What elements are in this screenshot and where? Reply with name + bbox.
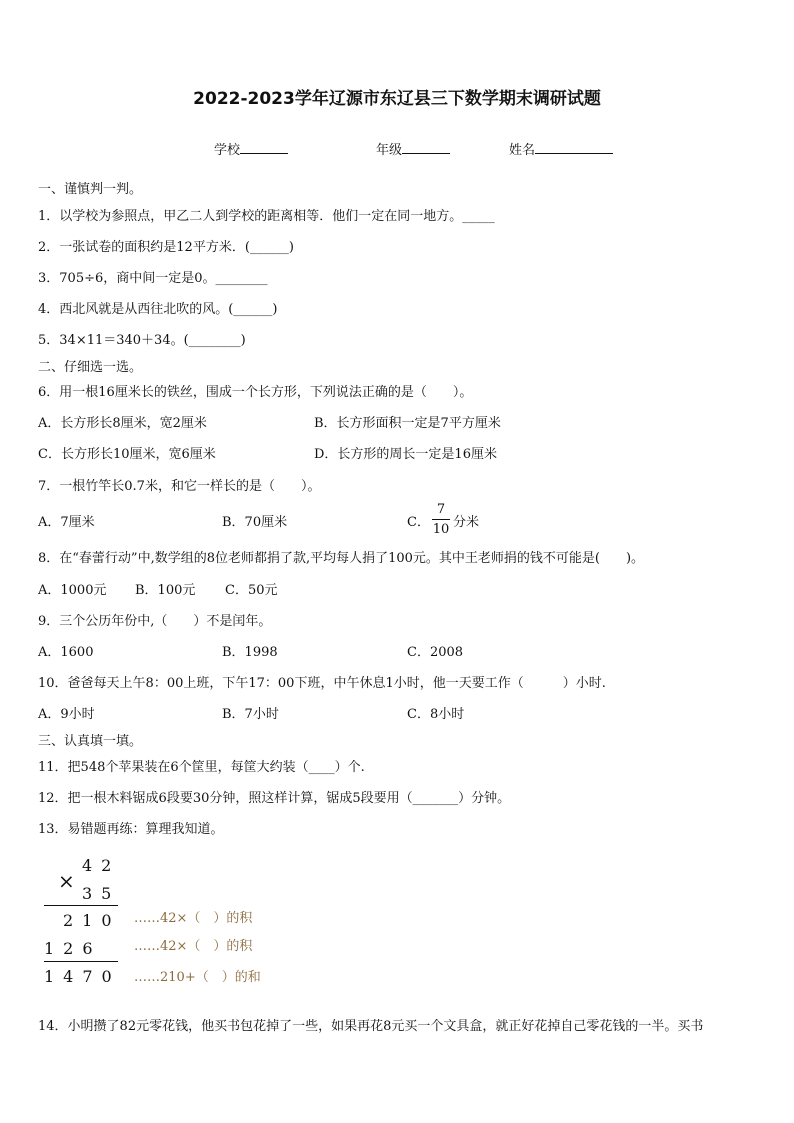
name-field[interactable] (509, 141, 613, 159)
option-9a: A．1600 (38, 645, 94, 660)
question-3: 3．705÷6，商中间一定是0。________ (38, 271, 268, 286)
question-11: 11．把548个苹果装在6个筐里，每筐大约装（____）个. (38, 760, 365, 775)
name-blank[interactable] (535, 141, 613, 154)
question-14: 14．小明攒了82元零花钱，他买书包花掉了一些，如果再花8元买一个文具盒，就正好花掉自己零花钱的一半。买书 (38, 1019, 704, 1034)
note-line-2: ……42×（ ）的积 (134, 939, 253, 954)
option-7c-unit: 分米 (453, 515, 480, 530)
question-12: 12．把一根木料锯成6段要30分钟，照这样计算，锯成5段要用（_______）分钟。 (38, 791, 511, 806)
option-10b: B．7小时 (222, 707, 279, 722)
option-7b: B．70厘米 (222, 515, 288, 530)
option-6c: C．长方形长10厘米，宽6厘米 (38, 447, 216, 462)
question-5: 5．34×11＝340＋34。(________) (38, 333, 246, 348)
option-7c-prefix: C． (407, 515, 430, 530)
multiplicand: 42 (82, 856, 121, 875)
section-heading-1: 一、谨慎判一判。 (38, 182, 143, 197)
final-product: 1470 (44, 967, 121, 986)
grade-field[interactable] (376, 141, 450, 159)
note-line-1: ……42×（ ）的积 (134, 911, 253, 926)
option-10a: A．9小时 (38, 707, 95, 722)
partial-product-1: 210 (63, 911, 121, 930)
rule-line-1 (44, 905, 118, 906)
option-10c: C．8小时 (407, 707, 465, 722)
fraction-numerator: 7 (436, 502, 446, 517)
option-9b: B．1998 (222, 645, 278, 660)
school-blank[interactable] (240, 141, 288, 154)
option-6a: A．长方形长8厘米，宽2厘米 (38, 416, 207, 431)
school-field[interactable] (214, 141, 288, 159)
question-2: 2．一张试卷的面积约是12平方米．(______) (38, 240, 294, 255)
option-9c: C．2008 (407, 645, 464, 660)
option-6b: B．长方形面积一定是7平方厘米 (314, 416, 501, 431)
question-13: 13．易错题再练：算理我知道。 (38, 822, 224, 837)
question-1: 1．以学校为参照点，甲乙二人到学校的距离相等．他们一定在同一地方。_____ (38, 209, 495, 224)
question-8: 8．在“春蕾行动”中,数学组的8位老师都捐了款,平均每人捐了100元。其中王老师捐的钱不可能是( )。 (38, 551, 645, 566)
question-7: 7．一根竹竿长0.7米，和它一样长的是（ ）。 (38, 479, 321, 494)
name-label: 姓名 (509, 143, 536, 158)
question-10: 10．爸爸每天上午8：00上班，下午17：00下班，中午休息1小时，他一天要工作（ ）小时. (38, 676, 606, 691)
page-title: 2022-2023学年辽源市东辽县三下数学期末调研试题 (193, 89, 601, 109)
section-heading-2: 二、仔细选一选。 (38, 360, 143, 375)
question-9: 9．三个公历年份中,（ ）不是闰年。 (38, 614, 272, 629)
grade-blank[interactable] (402, 141, 450, 154)
question-4: 4．西北风就是从西往北吹的风。(______) (38, 302, 278, 317)
section-heading-3: 三、认真填一填。 (38, 734, 143, 749)
fraction-7-10 (432, 502, 450, 538)
option-6d: D．长方形的周长一定是16厘米 (314, 447, 497, 462)
times-sign: × (58, 869, 84, 893)
partial-product-2: 126 (44, 939, 102, 958)
option-8c: C．50元 (225, 583, 278, 598)
question-6: 6．用一根16厘米长的铁丝，围成一个长方形，下列说法正确的是（ ）。 (38, 385, 473, 400)
option-8a: A．1000元 (38, 583, 107, 598)
rule-line-2 (44, 961, 118, 962)
option-8b: B．100元 (135, 583, 196, 598)
grade-label: 年级 (376, 143, 403, 158)
note-line-3: ……210+（ ）的和 (134, 970, 261, 985)
fraction-denominator: 10 (432, 522, 450, 537)
fraction-bar (432, 519, 450, 520)
school-label: 学校 (214, 143, 241, 158)
multiplier: 35 (82, 884, 121, 903)
option-7a: A．7厘米 (38, 515, 95, 530)
